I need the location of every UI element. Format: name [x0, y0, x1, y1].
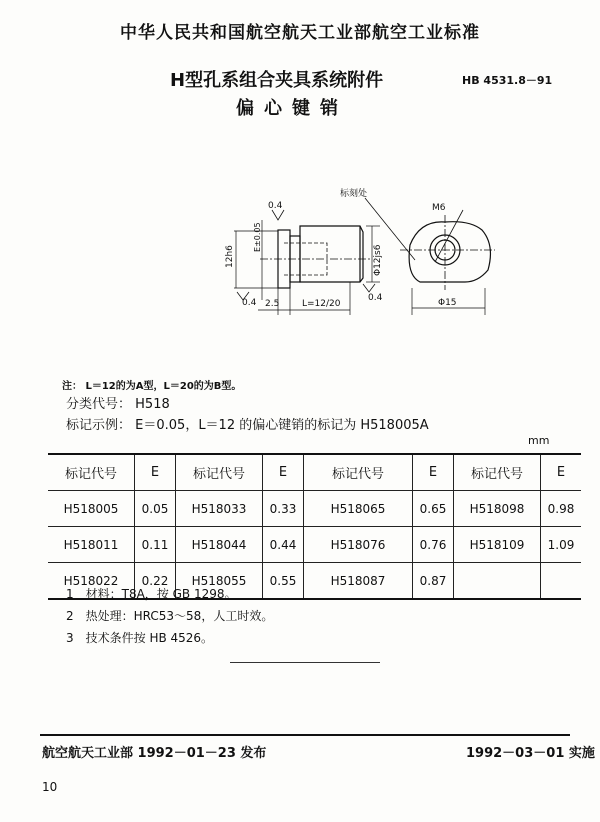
table-cell: 0.76 [413, 527, 454, 563]
header-cell: E [541, 454, 582, 491]
requirement-item: 3 技术条件按 HB 4526。 [66, 631, 214, 645]
header-cell: E [135, 454, 176, 491]
organization-header: 中华人民共和国航空航天工业部航空工业标准 [120, 23, 480, 43]
table-cell: H518055 [176, 563, 263, 600]
header-cell: 标记代号 [48, 454, 135, 491]
roughness-label: 0.4 [242, 298, 257, 308]
table-cell: 0.33 [263, 491, 304, 527]
requirement-item: 2 热处理：HRC53～58，人工时效。 [66, 609, 274, 623]
table-cell: 0.55 [263, 563, 304, 600]
table-cell: H518022 [48, 563, 135, 600]
table-cell: H518044 [176, 527, 263, 563]
table-cell: 0.44 [263, 527, 304, 563]
table-header-row [48, 454, 581, 491]
header-cell: 标记代号 [304, 454, 413, 491]
technical-drawing [220, 180, 500, 330]
page-number: 10 [42, 780, 58, 794]
document-title: H型孔系组合夹具系统附件 [170, 70, 384, 91]
pin-body-outline [300, 226, 363, 282]
unit-label: mm [528, 434, 550, 447]
table-row [48, 491, 581, 527]
marking-value: E＝0.05，L＝12 的偏心键销的标记为 H518005A [135, 418, 429, 433]
height-dimension: 12h6 [225, 245, 235, 268]
table-cell: H518005 [48, 491, 135, 527]
flange-dimension: 2.5 [265, 299, 280, 309]
marking-code-table [48, 453, 581, 600]
header-cell: 标记代号 [454, 454, 541, 491]
mark-location-label: 标刻处 [340, 189, 368, 199]
outer-diameter-dimension: Φ15 [438, 298, 457, 308]
eccentricity-dimension: E±0.05 [253, 222, 262, 252]
end-view-outline [409, 222, 490, 282]
standard-number: HB 4531.8－91 [462, 74, 553, 87]
table-cell: H518011 [48, 527, 135, 563]
table-cell: H518109 [454, 527, 541, 563]
table-cell: H518087 [304, 563, 413, 600]
table-cell: 0.22 [135, 563, 176, 600]
header-cell: E [263, 454, 304, 491]
classification-line [66, 393, 170, 412]
table-cell: 0.87 [413, 563, 454, 600]
table-cell [541, 563, 582, 600]
implement-date: 1992－03－01 实施 [466, 746, 595, 761]
table-cell: H518033 [176, 491, 263, 527]
table-cell: 0.11 [135, 527, 176, 563]
table-row [48, 527, 581, 563]
separator-line [230, 662, 380, 663]
classification-value: H518 [135, 397, 170, 412]
header-cell: E [413, 454, 454, 491]
marking-label: 标记示例： [66, 418, 132, 433]
table-cell: H518065 [304, 491, 413, 527]
table-cell [454, 563, 541, 600]
table-cell: H518098 [454, 491, 541, 527]
marking-example-line [66, 414, 429, 433]
document-subtitle: 偏心键销 [236, 98, 348, 119]
table-cell: 0.98 [541, 491, 582, 527]
diameter-dimension: Φ12js6 [373, 244, 383, 276]
type-note: 注： L＝12的为A型，L＝20的为B型。 [62, 381, 242, 392]
thread-label: M6 [432, 203, 446, 213]
length-dimension: L=12/20 [302, 299, 341, 309]
table-cell: H518076 [304, 527, 413, 563]
table-cell: 0.05 [135, 491, 176, 527]
publish-info: 航空航天工业部 1992－01－23 发布 [42, 746, 267, 761]
table-cell: 0.65 [413, 491, 454, 527]
classification-label: 分类代号： [66, 397, 132, 412]
footer-rule [40, 734, 570, 736]
header-cell: 标记代号 [176, 454, 263, 491]
roughness-label: 0.4 [368, 293, 383, 303]
requirement-item: 1 材料：T8A，按 GB 1298。 [66, 587, 237, 601]
table-cell: 1.09 [541, 527, 582, 563]
roughness-label: 0.4 [268, 201, 283, 211]
